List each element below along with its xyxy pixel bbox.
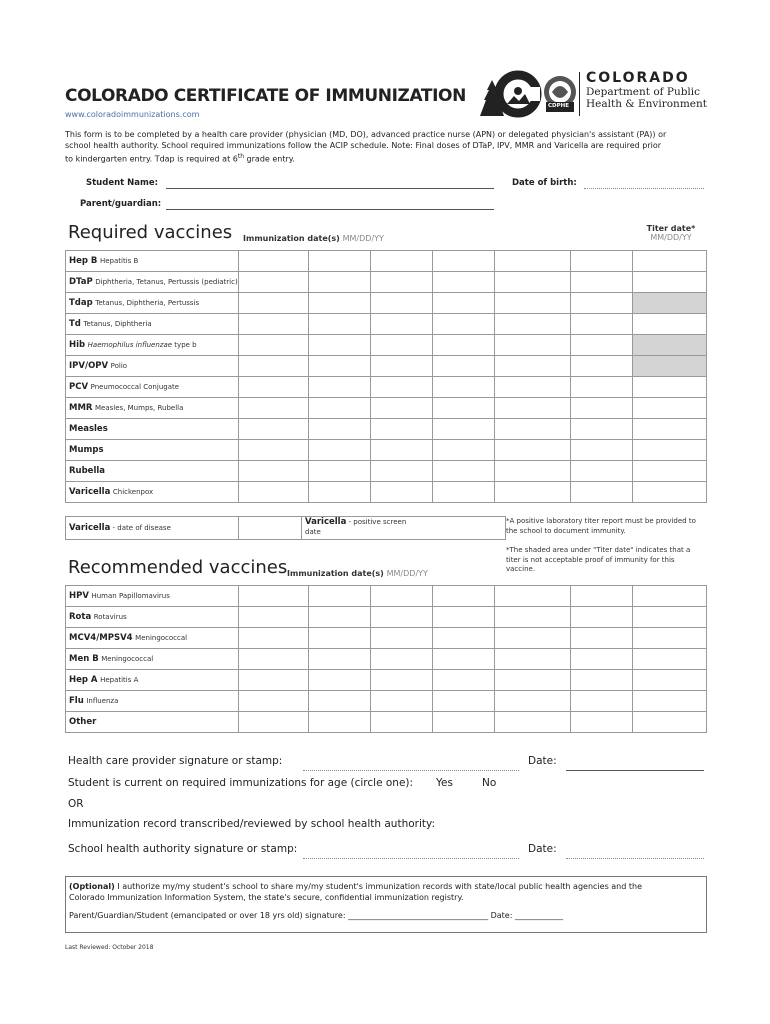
date-cell[interactable] xyxy=(495,461,571,482)
date-cell[interactable] xyxy=(495,314,571,335)
date-cell[interactable] xyxy=(239,377,309,398)
date-cell[interactable] xyxy=(571,356,633,377)
date-cell[interactable] xyxy=(309,251,371,272)
date-cell[interactable] xyxy=(433,461,495,482)
date-cell[interactable] xyxy=(309,356,371,377)
vaccine-name-cell: MCV4/MPSV4 Meningococcal xyxy=(66,628,239,649)
date-cell[interactable] xyxy=(309,628,371,649)
date-cell[interactable] xyxy=(571,377,633,398)
date-cell[interactable] xyxy=(495,377,571,398)
school-signature-field[interactable] xyxy=(303,858,519,859)
table-row xyxy=(66,314,707,335)
titer-note-1: *A positive laboratory titer report must be provided to the school to document immunity. xyxy=(506,517,696,535)
titer-date-cell[interactable] xyxy=(633,482,707,503)
yes-option[interactable]: Yes xyxy=(436,777,453,789)
date-cell[interactable] xyxy=(571,586,633,607)
date-cell[interactable] xyxy=(571,293,633,314)
date-cell[interactable] xyxy=(239,398,309,419)
varicella-disease-cell: Varicella - date of disease xyxy=(66,517,239,540)
date-cell[interactable] xyxy=(495,712,571,733)
date-cell[interactable] xyxy=(571,607,633,628)
date-cell[interactable] xyxy=(495,335,571,356)
date-cell[interactable] xyxy=(309,335,371,356)
vaccine-name-cell: Mumps xyxy=(66,440,239,461)
date-cell[interactable] xyxy=(495,586,571,607)
date-cell[interactable] xyxy=(309,586,371,607)
date-cell[interactable] xyxy=(309,649,371,670)
table-row xyxy=(66,293,707,314)
vaccine-name-cell: Other xyxy=(66,712,239,733)
date-cell[interactable] xyxy=(371,293,433,314)
titer-date-cell[interactable] xyxy=(633,628,707,649)
table-row xyxy=(66,482,707,503)
date-cell[interactable] xyxy=(239,272,309,293)
date-cell[interactable] xyxy=(371,314,433,335)
consent-signature-line[interactable]: Parent/Guardian/Student (emancipated or over 18 yrs old) signature: ___________________________________ Date: ____________ xyxy=(69,911,563,920)
titer-date-cell[interactable] xyxy=(633,670,707,691)
date-cell[interactable] xyxy=(239,356,309,377)
date-cell[interactable] xyxy=(571,314,633,335)
date-cell[interactable] xyxy=(495,607,571,628)
date-cell[interactable] xyxy=(371,649,433,670)
vaccine-name-cell: HPV Human Papillomavirus xyxy=(66,586,239,607)
date-cell[interactable] xyxy=(571,482,633,503)
date-cell[interactable] xyxy=(433,586,495,607)
date-cell[interactable] xyxy=(239,586,309,607)
titer-date-cell[interactable] xyxy=(633,356,707,377)
date-cell[interactable] xyxy=(371,461,433,482)
required-section-title: Required vaccines xyxy=(68,222,233,243)
recommended-vaccines-table xyxy=(65,585,707,733)
date-cell[interactable] xyxy=(239,607,309,628)
student-name-field[interactable] xyxy=(166,188,494,189)
vaccine-name-cell: Tdap Tetanus, Diphtheria, Pertussis xyxy=(66,293,239,314)
titer-date-cell[interactable] xyxy=(633,335,707,356)
date-cell[interactable] xyxy=(371,607,433,628)
date-cell[interactable] xyxy=(495,419,571,440)
date-cell[interactable] xyxy=(495,440,571,461)
date-cell[interactable] xyxy=(433,272,495,293)
no-option[interactable]: No xyxy=(482,777,497,789)
date-cell[interactable] xyxy=(433,419,495,440)
varicella-disease-date[interactable] xyxy=(239,517,302,540)
table-row xyxy=(66,251,707,272)
date-cell[interactable] xyxy=(371,272,433,293)
date-cell[interactable] xyxy=(495,649,571,670)
titer-note-2: *The shaded area under "Titer date" indicates that a titer is not acceptable proof of immunity for this vaccine. xyxy=(506,546,691,573)
date-cell[interactable] xyxy=(371,440,433,461)
date-cell[interactable] xyxy=(309,461,371,482)
table-row xyxy=(66,398,707,419)
table-row xyxy=(66,440,707,461)
page-title: COLORADO CERTIFICATE OF IMMUNIZATION xyxy=(65,86,466,106)
required-dates-header: Immunization date(s) MM/DD/YY xyxy=(243,234,384,243)
date-cell[interactable] xyxy=(433,377,495,398)
date-cell[interactable] xyxy=(571,670,633,691)
date-cell[interactable] xyxy=(371,670,433,691)
vaccine-name-cell: Td Tetanus, Diphtheria xyxy=(66,314,239,335)
date-cell[interactable] xyxy=(309,314,371,335)
date-cell[interactable] xyxy=(433,440,495,461)
date-cell[interactable] xyxy=(239,628,309,649)
date-cell[interactable] xyxy=(239,251,309,272)
date-cell[interactable] xyxy=(571,251,633,272)
date-cell[interactable] xyxy=(571,419,633,440)
current-immunizations-label: Student is current on required immunizations for age (circle one): xyxy=(68,777,414,789)
date-cell[interactable] xyxy=(239,712,309,733)
colorado-logo xyxy=(478,70,578,118)
date-cell[interactable] xyxy=(239,419,309,440)
titer-date-cell[interactable] xyxy=(633,586,707,607)
vaccine-name-cell: Men B Meningococcal xyxy=(66,649,239,670)
table-row xyxy=(66,649,707,670)
date-cell[interactable] xyxy=(433,607,495,628)
optional-consent-text: (Optional) I authorize my/my student's school to share my/my student's immunization records with state/local public health agencies and the Colorado Immunization Information System, the state's secure, confidential immunization registry. Parent/Guardian/Student (emancipated or over 18 yrs old) signature: ___________________________________ Date: ____________ xyxy=(66,877,706,925)
website-link[interactable]: www.coloradoimmunizations.com xyxy=(65,110,200,119)
date-cell[interactable] xyxy=(371,482,433,503)
date-cell[interactable] xyxy=(433,649,495,670)
titer-date-cell[interactable] xyxy=(633,440,707,461)
recommended-dates-header: Immunization date(s) MM/DD/YY xyxy=(287,569,428,578)
titer-date-cell[interactable] xyxy=(633,251,707,272)
date-cell[interactable] xyxy=(571,649,633,670)
date-cell[interactable] xyxy=(371,398,433,419)
date-cell[interactable] xyxy=(495,691,571,712)
titer-date-cell[interactable] xyxy=(633,272,707,293)
table-row xyxy=(66,272,707,293)
provider-date-field[interactable] xyxy=(566,770,704,771)
date-cell[interactable] xyxy=(239,335,309,356)
vaccine-name-cell: Measles xyxy=(66,419,239,440)
date-cell[interactable] xyxy=(495,628,571,649)
colorado-c-logo-icon xyxy=(478,70,578,118)
logo-divider xyxy=(579,72,580,116)
provider-date-label: Date: xyxy=(528,755,557,767)
cdphe-badge: CDPHE xyxy=(548,103,569,109)
intro-line-1: This form is to be completed by a health care provider (physician (MD, DO), advanced practice nurse (APN) or delegated physician's assistant (PA)) or xyxy=(65,130,667,139)
date-cell[interactable] xyxy=(371,691,433,712)
org-name: COLORADO Department of Public Health & Environment xyxy=(586,70,707,110)
date-cell[interactable] xyxy=(571,335,633,356)
date-cell[interactable] xyxy=(495,251,571,272)
date-cell[interactable] xyxy=(309,293,371,314)
date-cell[interactable] xyxy=(309,398,371,419)
school-date-label: Date: xyxy=(528,843,557,855)
date-cell[interactable] xyxy=(571,440,633,461)
date-cell[interactable] xyxy=(433,293,495,314)
table-row xyxy=(66,419,707,440)
or-label: OR xyxy=(68,798,84,810)
date-cell[interactable] xyxy=(571,628,633,649)
dob-label: Date of birth: xyxy=(512,178,577,188)
date-cell[interactable] xyxy=(309,440,371,461)
date-cell[interactable] xyxy=(371,335,433,356)
intro-line-2: school health authority. School required immunizations follow the ACIP schedule. Note: Final doses of DTaP, IPV, MMR and Varicella are required prior xyxy=(65,141,662,150)
date-cell[interactable] xyxy=(239,649,309,670)
varicella-screen-cell[interactable]: Varicella - positive screen date xyxy=(302,517,506,540)
vaccine-name-cell: Varicella Chickenpox xyxy=(66,482,239,503)
intro-text xyxy=(65,129,710,165)
vaccine-name-cell: Hep A Hepatitis A xyxy=(66,670,239,691)
student-name-label: Student Name: xyxy=(86,178,159,188)
date-cell[interactable] xyxy=(571,272,633,293)
date-cell[interactable] xyxy=(309,712,371,733)
vaccine-name-cell: Hep B Hepatitis B xyxy=(66,251,239,272)
date-cell[interactable] xyxy=(495,272,571,293)
date-cell[interactable] xyxy=(309,607,371,628)
date-cell[interactable] xyxy=(371,377,433,398)
table-row xyxy=(66,461,707,482)
date-cell[interactable] xyxy=(309,691,371,712)
titer-date-cell[interactable] xyxy=(633,607,707,628)
vaccine-name-cell: Rota Rotavirus xyxy=(66,607,239,628)
date-cell[interactable] xyxy=(433,670,495,691)
date-cell[interactable] xyxy=(239,293,309,314)
date-cell[interactable] xyxy=(433,398,495,419)
table-row xyxy=(66,335,707,356)
table-row xyxy=(66,356,707,377)
transcribed-label: Immunization record transcribed/reviewed by school health authority: xyxy=(68,818,435,830)
date-cell[interactable] xyxy=(571,398,633,419)
recommended-section-title: Recommended vaccines xyxy=(68,557,288,578)
vaccine-name-cell: IPV/OPV Polio xyxy=(66,356,239,377)
dob-field[interactable] xyxy=(584,188,704,189)
titer-date-cell[interactable] xyxy=(633,461,707,482)
table-row xyxy=(66,586,707,607)
date-cell[interactable] xyxy=(495,670,571,691)
provider-signature-field[interactable] xyxy=(303,770,519,771)
titer-date-cell[interactable] xyxy=(633,293,707,314)
vaccine-name-cell: Hib Haemophilus influenzae type b xyxy=(66,335,239,356)
optional-consent-box xyxy=(65,876,707,933)
titer-date-cell[interactable] xyxy=(633,712,707,733)
date-cell[interactable] xyxy=(239,482,309,503)
date-cell[interactable] xyxy=(495,356,571,377)
vaccine-name-cell: Flu Influenza xyxy=(66,691,239,712)
date-cell[interactable] xyxy=(309,670,371,691)
table-row xyxy=(66,670,707,691)
date-cell[interactable] xyxy=(433,482,495,503)
school-signature-label: School health authority signature or stamp: xyxy=(68,843,298,855)
date-cell[interactable] xyxy=(371,419,433,440)
date-cell[interactable] xyxy=(309,419,371,440)
date-cell[interactable] xyxy=(571,691,633,712)
date-cell[interactable] xyxy=(433,712,495,733)
date-cell[interactable] xyxy=(495,293,571,314)
date-cell[interactable] xyxy=(433,691,495,712)
titer-date-cell[interactable] xyxy=(633,377,707,398)
date-cell[interactable] xyxy=(433,628,495,649)
last-reviewed: Last Reviewed: October 2018 xyxy=(65,944,154,951)
table-row xyxy=(66,377,707,398)
date-cell[interactable] xyxy=(495,482,571,503)
parent-field[interactable] xyxy=(166,209,494,210)
varicella-extra-table xyxy=(65,516,506,540)
titer-date-cell[interactable] xyxy=(633,314,707,335)
table-row xyxy=(66,607,707,628)
vaccine-name-cell: MMR Measles, Mumps, Rubella xyxy=(66,398,239,419)
date-cell[interactable] xyxy=(309,482,371,503)
vaccine-name-cell: Rubella xyxy=(66,461,239,482)
school-date-field[interactable] xyxy=(566,858,704,859)
required-vaccines-table xyxy=(65,250,707,503)
date-cell[interactable] xyxy=(433,251,495,272)
date-cell[interactable] xyxy=(239,670,309,691)
date-cell[interactable] xyxy=(239,461,309,482)
date-cell[interactable] xyxy=(371,586,433,607)
date-cell[interactable] xyxy=(571,712,633,733)
vaccine-name-cell: DTaP Diphtheria, Tetanus, Pertussis (pediatric) xyxy=(66,272,239,293)
date-cell[interactable] xyxy=(433,335,495,356)
date-cell[interactable] xyxy=(371,712,433,733)
titer-date-cell[interactable] xyxy=(633,398,707,419)
date-cell[interactable] xyxy=(433,314,495,335)
provider-signature-label: Health care provider signature or stamp: xyxy=(68,755,283,767)
date-cell[interactable] xyxy=(495,398,571,419)
date-cell[interactable] xyxy=(371,356,433,377)
table-row xyxy=(66,691,707,712)
titer-date-cell[interactable] xyxy=(633,419,707,440)
date-cell[interactable] xyxy=(371,251,433,272)
titer-date-cell[interactable] xyxy=(633,691,707,712)
date-cell[interactable] xyxy=(239,691,309,712)
date-cell[interactable] xyxy=(371,628,433,649)
vaccine-name-cell: PCV Pneumococcal Conjugate xyxy=(66,377,239,398)
date-cell[interactable] xyxy=(239,440,309,461)
date-cell[interactable] xyxy=(433,356,495,377)
titer-date-cell[interactable] xyxy=(633,649,707,670)
date-cell[interactable] xyxy=(239,314,309,335)
titer-date-header: Titer date* MM/DD/YY xyxy=(646,224,696,242)
date-cell[interactable] xyxy=(309,377,371,398)
table-row xyxy=(66,712,707,733)
intro-line-3: to kindergarten entry. Tdap is required at 6th grade entry. xyxy=(65,153,295,164)
date-cell[interactable] xyxy=(571,461,633,482)
date-cell[interactable] xyxy=(309,272,371,293)
parent-label: Parent/guardian: xyxy=(80,199,162,209)
table-row xyxy=(66,628,707,649)
